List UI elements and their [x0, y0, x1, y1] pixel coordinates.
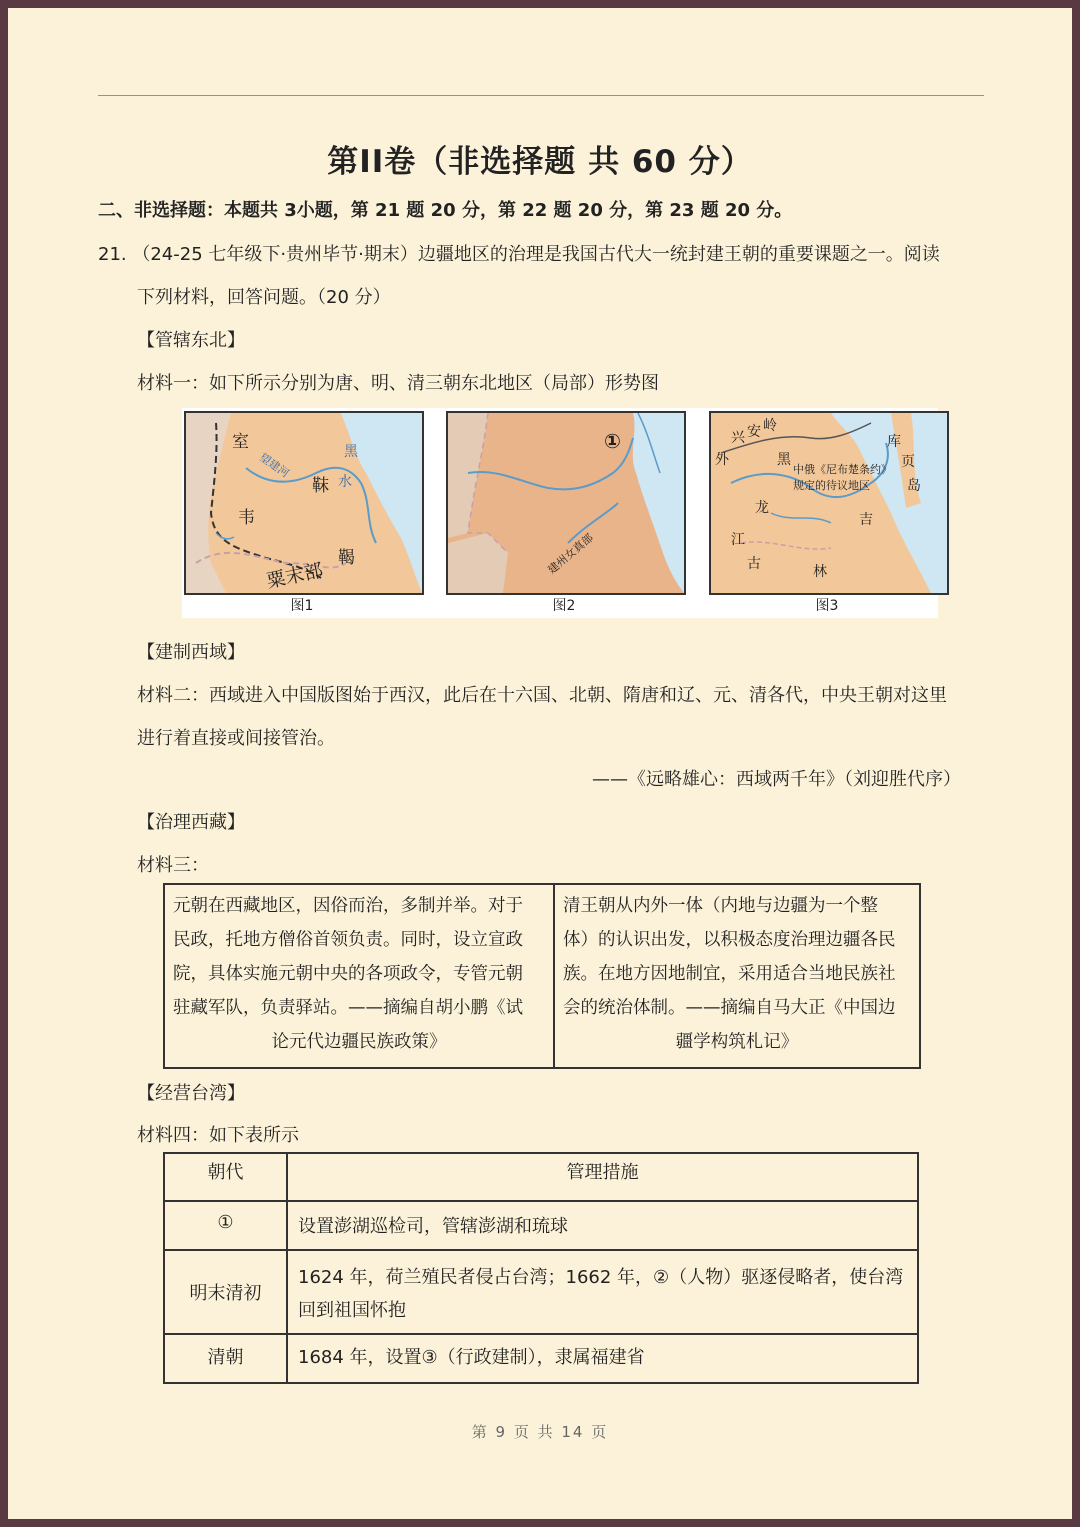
map3-label-hei: 黑	[777, 452, 791, 468]
row2-measure-line: 1624 年，荷兰殖民者侵占台湾；1662 年，②（人物）驱逐侵略者，使台湾	[298, 1267, 904, 1288]
row3-dynasty: 清朝	[164, 1334, 287, 1383]
map3-label-ye: 页	[901, 454, 915, 470]
map3-label-xing: 兴	[731, 430, 745, 446]
left-line: 元朝在西藏地区，因俗而治，多制并举。对于	[173, 896, 523, 916]
table-row	[164, 1201, 918, 1250]
map-2	[446, 411, 686, 595]
material-2-source: ——《远略雄心：西域两千年》（刘迎胜代序）	[592, 769, 961, 790]
question-21-line2: 下列材料，回答问题。（20 分）	[137, 287, 391, 308]
part2-heading: 【建制西域】	[137, 642, 245, 663]
map1-label-shui: 水	[338, 474, 352, 490]
map3-label-ji: 吉	[859, 512, 873, 528]
left-line: 民政，托地方僧俗首领负责。同时，设立宣政	[173, 930, 523, 950]
left-line: 院，具体实施元朝中央的各项政令，专管元朝	[173, 964, 523, 984]
material-3-box	[163, 883, 921, 1069]
right-line: 会的统治体制。——摘编自马大正《中国边	[563, 998, 896, 1018]
map3-label-gu: 古	[747, 556, 761, 572]
row1-dynasty: ①	[164, 1201, 287, 1250]
material-3: 材料三：	[137, 855, 209, 876]
exam-page	[8, 8, 1072, 1519]
question-21-line1: 21. （24-25 七年级下·贵州毕节·期末）边疆地区的治理是我国古代大一统封建王朝的重要课题之一。阅读	[98, 244, 940, 265]
table-row	[164, 1334, 918, 1383]
map1-label-sumo: 粟末部	[264, 559, 325, 593]
table-header-row	[164, 1153, 918, 1201]
right-line: 清王朝从内外一体（内地与边疆为一个整	[563, 896, 878, 916]
map3-label-region: 规定的待议地区	[793, 479, 870, 492]
map2-caption: 图2	[552, 598, 576, 614]
map-1	[184, 411, 424, 595]
material-3-right	[555, 885, 919, 1067]
map1-caption: 图1	[290, 598, 314, 614]
map3-label-lin: 林	[813, 564, 827, 580]
map3-label-dao: 岛	[907, 478, 921, 494]
material-2-line1: 材料二：西域进入中国版图始于西汉，此后在十六国、北朝、隋唐和辽、元、清各代，中央王朝对这里	[137, 685, 947, 706]
map3-label-an: 安	[747, 424, 761, 440]
map1-label-river: 望建河	[256, 450, 292, 481]
right-line: 体）的认识出发，以积极态度治理边疆各民	[563, 930, 896, 950]
part3-heading: 【治理西藏】	[137, 812, 245, 833]
page-title: 第II卷（非选择题 共 60 分）	[327, 144, 753, 180]
map3-label-jiang: 江	[731, 532, 745, 548]
map1-label-mo: 靺	[312, 476, 329, 496]
header-rule	[98, 95, 984, 96]
right-line: 族。在地方因地制宜，采用适合当地民族社	[563, 964, 896, 984]
left-line: 驻藏军队，负责驿站。——摘编自胡小鹏《试	[173, 998, 523, 1018]
table-row	[164, 1250, 918, 1334]
map3-label-ling: 岭	[763, 418, 777, 434]
row3-measure: 1684 年，设置③（行政建制），隶属福建省	[287, 1334, 918, 1383]
material-3-left	[165, 885, 555, 1067]
row2-measure	[287, 1250, 918, 1334]
material-4: 材料四：如下表所示	[137, 1125, 299, 1146]
part1-heading: 【管辖东北】	[137, 330, 245, 351]
taiwan-table	[163, 1152, 919, 1384]
map1-label-he: 鞨	[338, 548, 355, 568]
right-line: 疆学构筑札记》	[675, 1032, 799, 1052]
map1-label-hei: 黑	[344, 444, 358, 460]
map-strip	[182, 408, 938, 618]
map1-label-shi: 室	[232, 432, 249, 452]
header-measure: 管理措施	[287, 1153, 918, 1201]
material-1: 材料一：如下所示分别为唐、明、清三朝东北地区（局部）形势图	[137, 373, 659, 394]
row2-measure-line: 回到祖国怀抱	[298, 1300, 406, 1321]
map2-label-jianzhou: 建州女真部	[545, 531, 596, 577]
row2-dynasty: 明末清初	[164, 1250, 287, 1334]
part4-heading: 【经营台湾】	[137, 1083, 245, 1104]
map3-label-treaty: 中俄《尼布楚条约》	[793, 463, 892, 476]
map3-label-long: 龙	[755, 500, 769, 516]
map-3	[709, 411, 949, 595]
map3-caption: 图3	[815, 598, 839, 614]
left-line: 论元代边疆民族政策》	[271, 1032, 447, 1052]
material-2-line2: 进行着直接或间接管治。	[137, 728, 335, 749]
section-heading: 二、非选择题：本题共 3小题，第 21 题 20 分，第 22 题 20 分，第 23 题 20 分。	[98, 200, 793, 221]
map3-label-wai: 外	[715, 452, 729, 468]
header-dynasty: 朝代	[164, 1153, 287, 1201]
map3-label-ku: 库	[887, 434, 901, 450]
map2-label-1: ①	[604, 429, 621, 453]
row1-measure: 设置澎湖巡检司，管辖澎湖和琉球	[287, 1201, 918, 1250]
map1-label-wei: 韦	[238, 508, 255, 528]
page-footer: 第 9 页 共 14 页	[471, 1423, 609, 1441]
